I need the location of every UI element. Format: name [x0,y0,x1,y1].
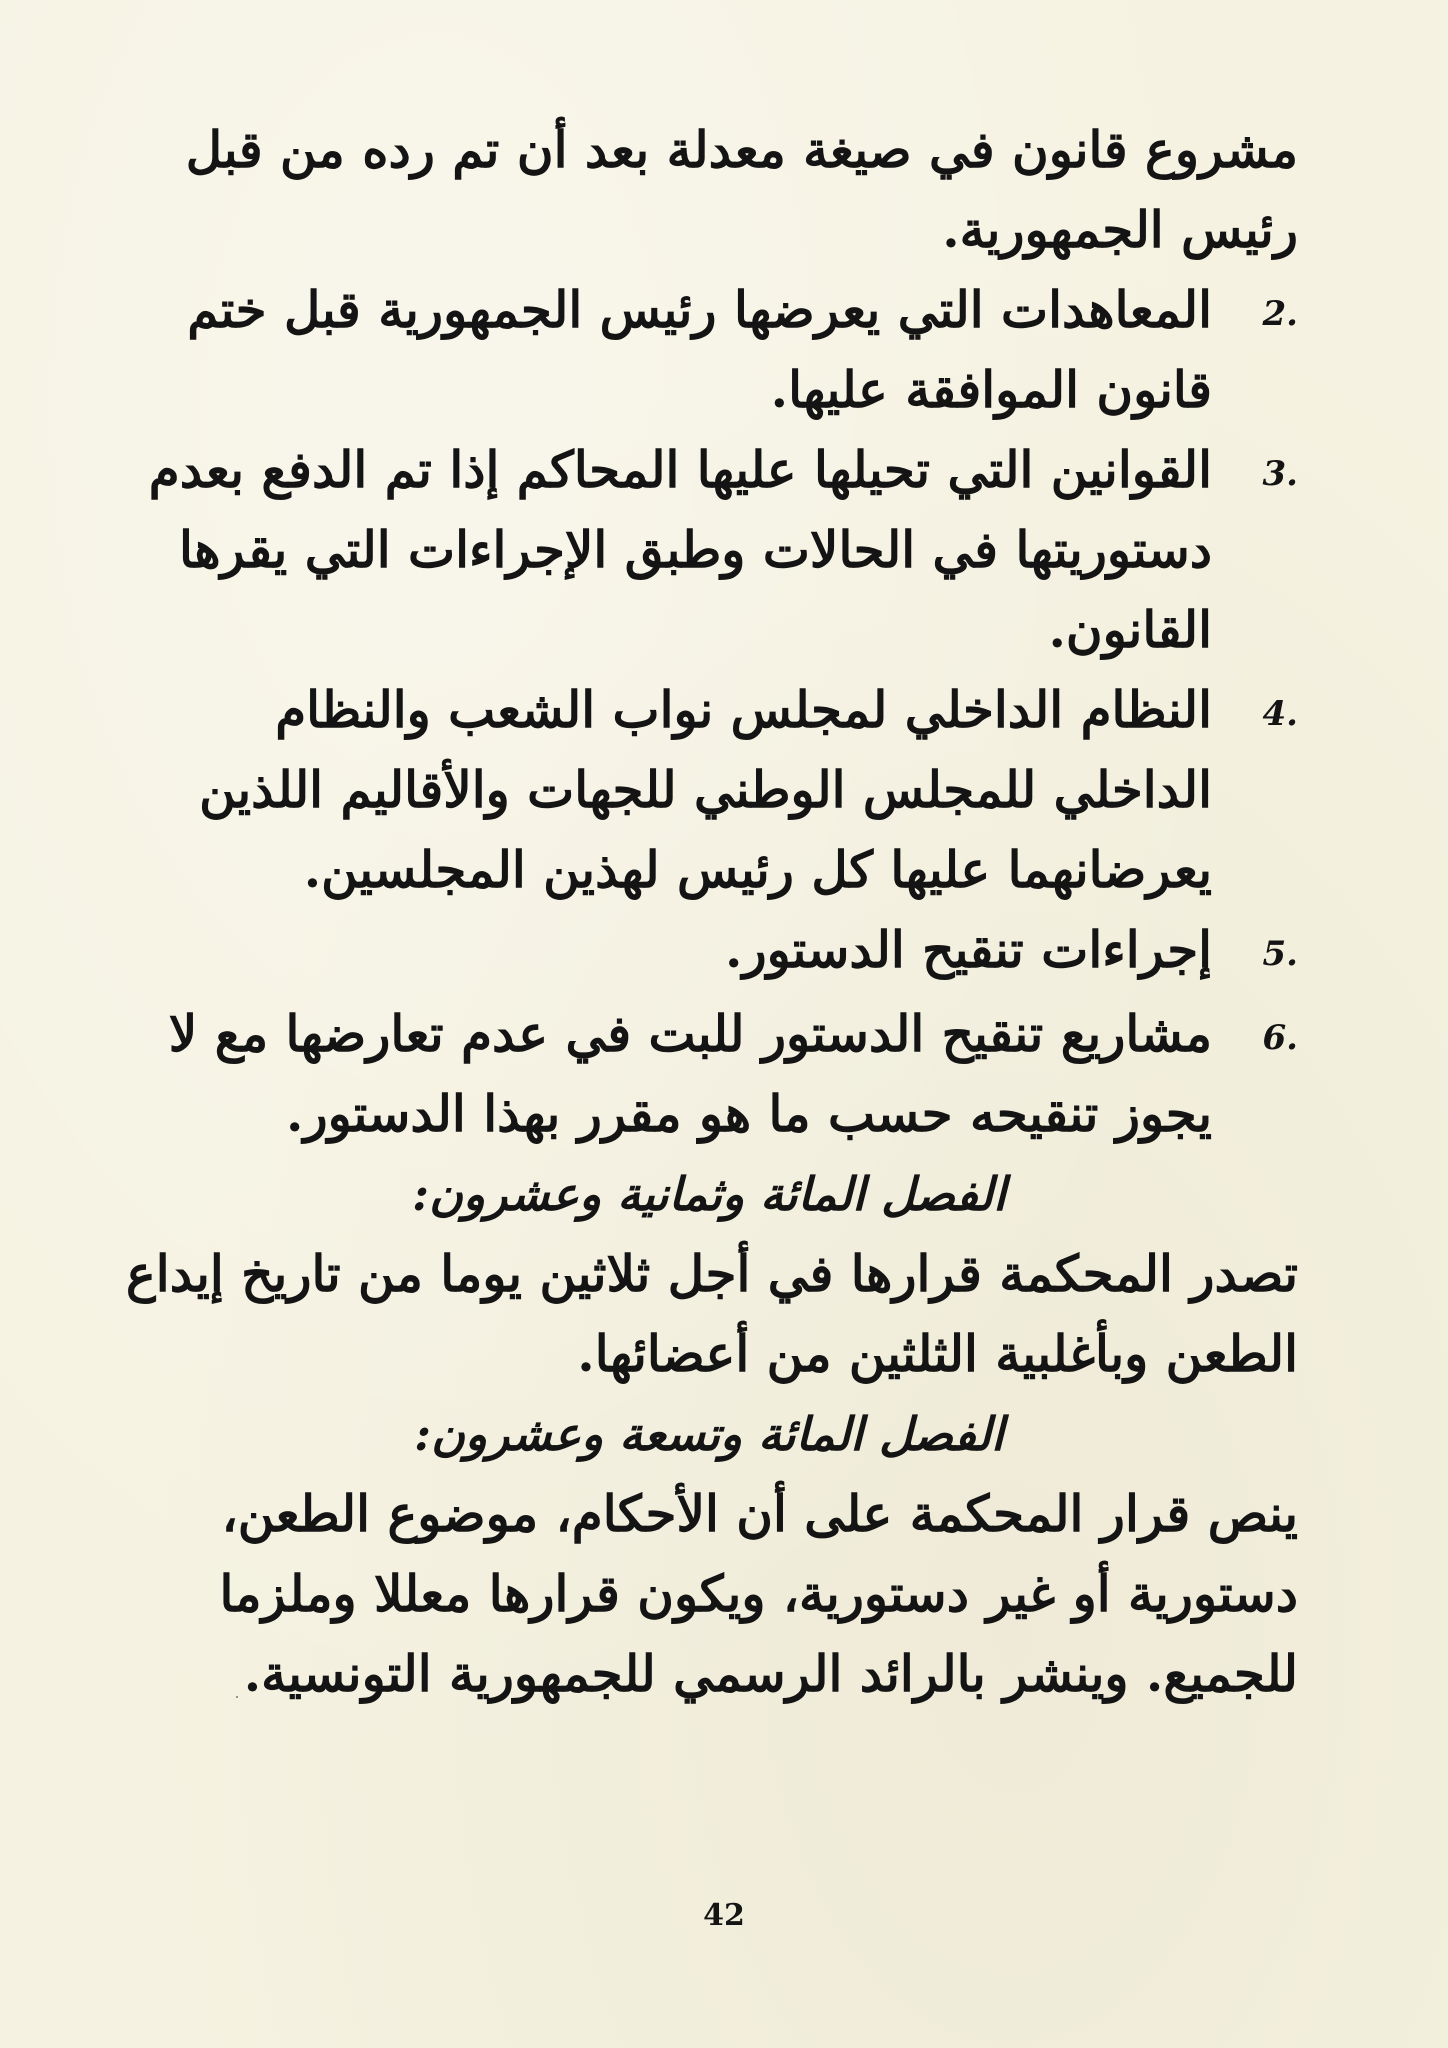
paragraph-continuation: مشروع قانون في صيغة معدلة بعد أن تم رده من قبل رئيس الجمهورية. [185,120,1298,259]
list-item-number: 6. [1262,1018,1298,1058]
chapter-heading-128: الفصل المائة وثمانية وعشرون: [412,1167,1006,1221]
list-item-3 [120,430,1298,670]
list-item-4 [120,670,1298,910]
document-body [120,110,1298,1714]
list-item-text: مشاريع تنقيح الدستور للبت في عدم تعارضها مع لا يجوز تنقيحه حسب ما هو مقرر بهذا الدستور. [168,1004,1212,1143]
paper-speck [236,1696,238,1698]
list-item-6 [120,994,1298,1154]
chapter-128-text: تصدر المحكمة قرارها في أجل ثلاثين يوما من تاريخ إيداع الطعن وبأغلبية الثلثين من أعضائها. [125,1244,1298,1383]
list-item-number: 2. [1262,294,1298,334]
list-item-number: 3. [1262,454,1298,494]
list-item-2 [120,270,1298,430]
list-item-5 [120,910,1298,994]
list-item-text: المعاهدات التي يعرضها رئيس الجمهورية قبل ختم قانون الموافقة عليها. [187,280,1212,419]
chapter-129-text: ينص قرار المحكمة على أن الأحكام، موضوع الطعن، دستورية أو غير دستورية، ويكون قرارها معللا وملزما للجميع. وينشر بالرائد الرسمي للجمهورية التونسية. [219,1484,1298,1703]
page-number: 42 [703,1898,745,1933]
list-item-text: إجراءات تنقيح الدستور. [725,920,1212,979]
chapter-heading-129: الفصل المائة وتسعة وعشرون: [414,1407,1004,1461]
list-item-text: القوانين التي تحيلها عليها المحاكم إذا تم الدفع بعدم دستوريتها في الحالات وطبق الإجراءات التي يقرها القانون. [148,440,1212,659]
list-item-number: 4. [1262,694,1298,734]
list-item-text: النظام الداخلي لمجلس نواب الشعب والنظام الداخلي للمجلس الوطني للجهات والأقاليم اللذين يعرضانهما عليها كل رئيس لهذين المجلسين. [199,680,1212,899]
list-item-number: 5. [1262,934,1298,974]
